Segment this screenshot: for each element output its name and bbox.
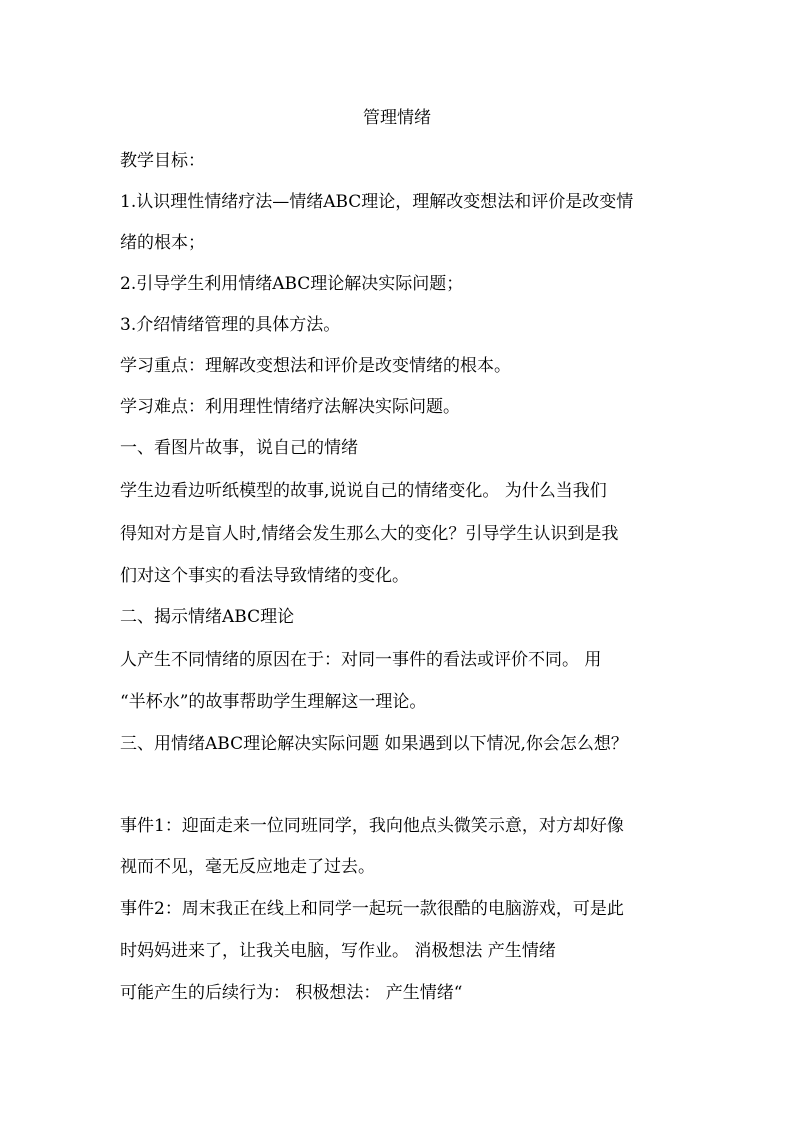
- document-title: 管理情绪: [363, 108, 431, 128]
- goal-1-line-1: 1.认识理性情绪疗法—情绪ABC理论，理解改变想法和评价是改变情: [120, 192, 634, 212]
- event-2-line-2: 时妈妈进来了，让我关电脑，写作业。 消极想法 产生情绪: [120, 941, 556, 961]
- section-1-heading: 一、看图片故事，说自己的情绪: [120, 438, 358, 458]
- event-1-line-1: 事件1：迎面走来一位同班同学，我向他点头微笑示意，对方却好像: [120, 816, 624, 836]
- section-1-paragraph-line-2: 得知对方是盲人时,情绪会发生那么大的变化？引导学生认识到是我: [120, 524, 619, 544]
- section-3-heading: 三、用情绪ABC理论解决实际问题 如果遇到以下情况,你会怎么想？: [120, 734, 628, 754]
- event-1-line-2: 视而不见，毫无反应地走了过去。: [120, 857, 375, 877]
- section-1-paragraph-line-3: 们对这个事实的看法导致情绪的变化。: [120, 566, 409, 586]
- teaching-goals-heading: 教学目标：: [120, 151, 205, 171]
- section-2-paragraph-line-2: “半杯水”的故事帮助学生理解这一理论。: [120, 692, 427, 712]
- goal-3: 3.介绍情绪管理的具体方法。: [120, 315, 341, 335]
- goal-1-line-2: 绪的根本；: [120, 233, 205, 253]
- goal-2: 2.引导学生利用情绪ABC理论解决实际问题；: [120, 274, 464, 294]
- followup-behavior-line: 可能产生的后续行为： 积极想法： 产生情绪“: [120, 983, 463, 1003]
- section-2-paragraph-line-1: 人产生不同情绪的原因在于：对同一事件的看法或评价不同。 用: [120, 650, 602, 670]
- event-2-line-1: 事件2：周末我正在线上和同学一起玩一款很酷的电脑游戏，可是此: [120, 899, 624, 919]
- learning-difficulty: 学习难点：利用理性情绪疗法解决实际问题。: [120, 397, 460, 417]
- learning-key-point: 学习重点：理解改变想法和评价是改变情绪的根本。: [120, 356, 511, 376]
- section-1-paragraph-line-1: 学生边看边听纸模型的故事,说说自己的情绪变化。 为什么当我们: [120, 481, 607, 501]
- section-2-heading: 二、揭示情绪ABC理论: [120, 607, 295, 627]
